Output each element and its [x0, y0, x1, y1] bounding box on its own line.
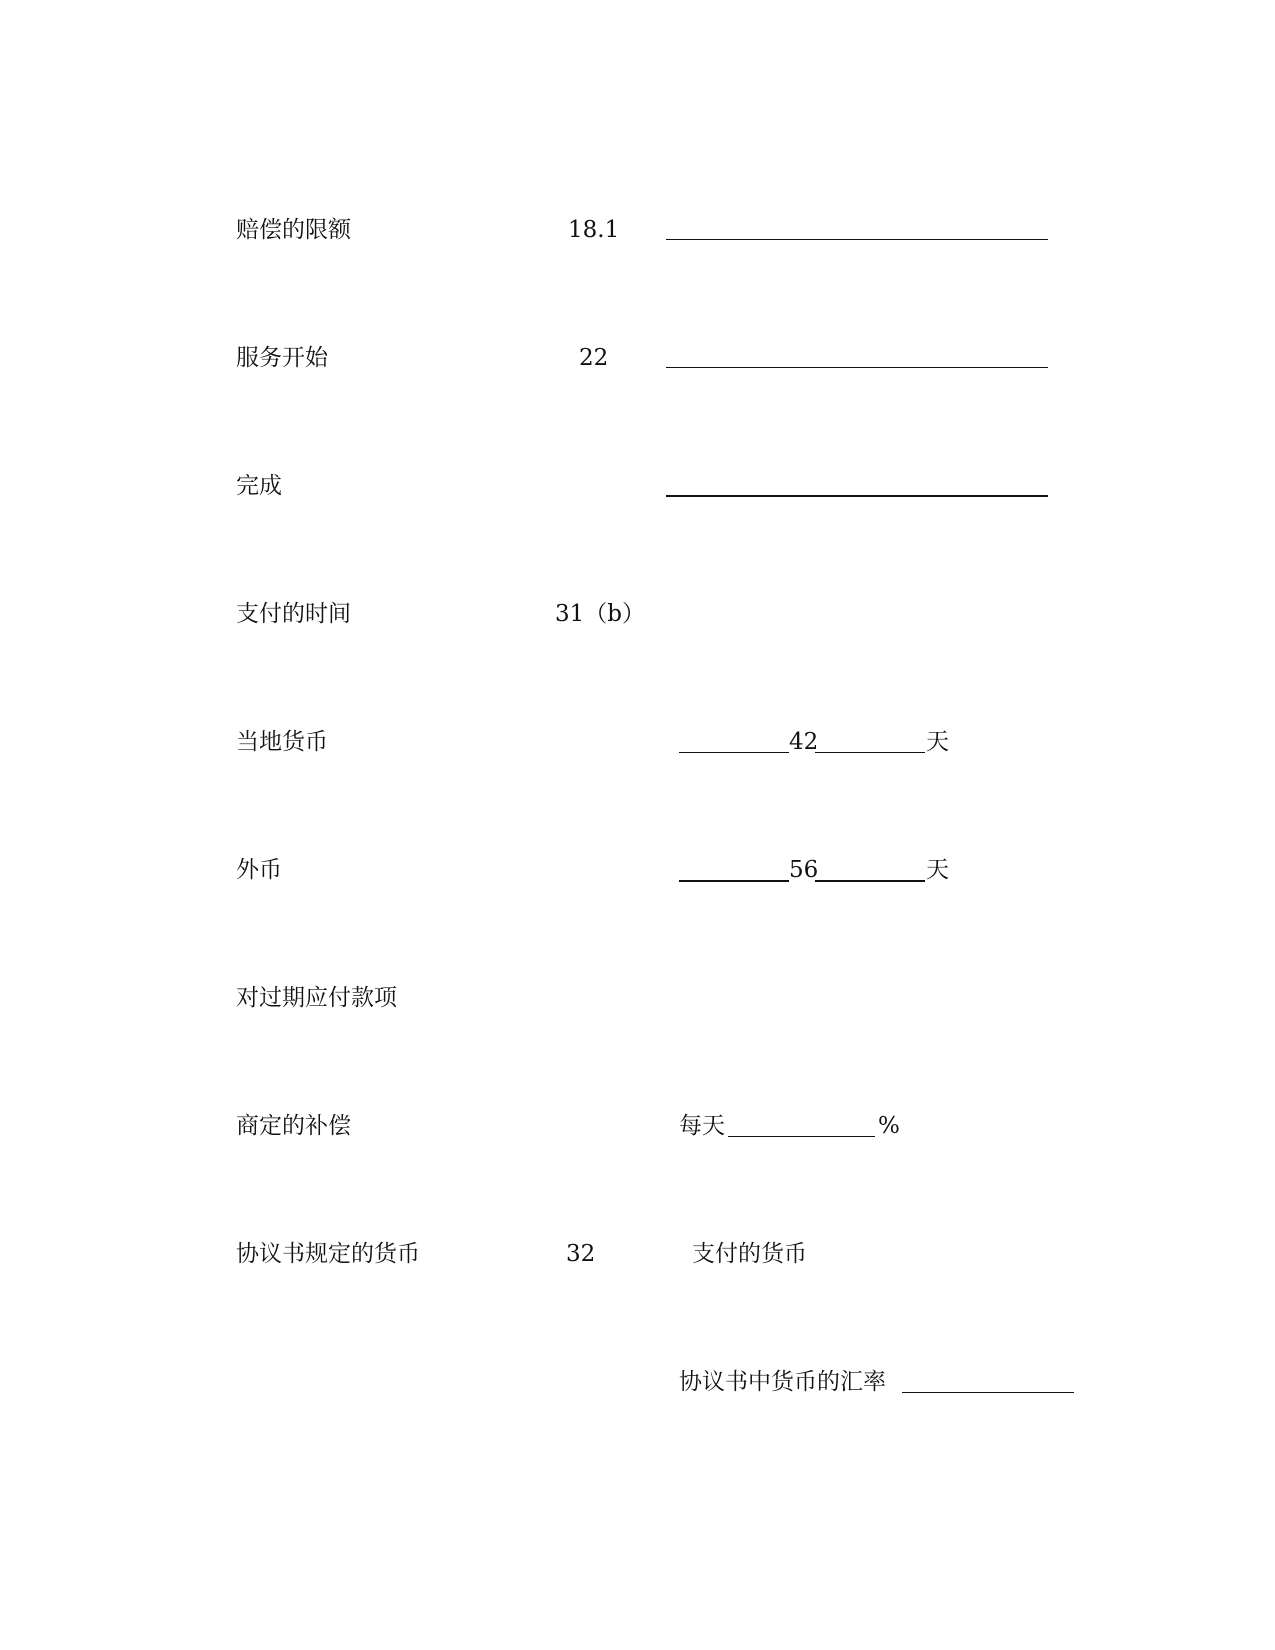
blank-field-line[interactable] — [666, 239, 1048, 240]
blank-field-line[interactable] — [666, 495, 1048, 497]
row-label-liability-limit: 赔偿的限额 — [236, 217, 351, 243]
clause-number: 18.1 — [568, 217, 620, 243]
row-label-agreed-compensation: 商定的补偿 — [236, 1113, 351, 1139]
blank-field-line[interactable] — [666, 367, 1048, 368]
row-label-overdue-payments: 对过期应付款项 — [236, 985, 397, 1011]
days-unit: 天 — [926, 857, 949, 883]
row-label-completion: 完成 — [236, 473, 282, 499]
clause-number: 22 — [579, 345, 609, 371]
blank-field-line — [679, 880, 789, 882]
row-label-service-start: 服务开始 — [236, 345, 328, 371]
blank-field-line — [679, 752, 789, 753]
blank-field-line — [815, 880, 925, 882]
row-label-contract-currency: 协议书规定的货币 — [236, 1241, 420, 1267]
blank-field-line[interactable] — [728, 1136, 875, 1137]
blank-field-line[interactable] — [902, 1392, 1074, 1393]
clause-number: 32 — [566, 1241, 596, 1267]
exchange-rate-label: 协议书中货币的汇率 — [679, 1369, 886, 1395]
row-label-foreign-currency: 外币 — [236, 857, 282, 883]
clause-number: 31（b） — [555, 601, 645, 627]
blank-field-line — [815, 752, 925, 753]
days-value: 42 — [789, 729, 819, 755]
days-unit: 天 — [926, 729, 949, 755]
percent-suffix: % — [878, 1113, 900, 1139]
row-label-local-currency: 当地货币 — [236, 729, 328, 755]
per-day-prefix: 每天 — [679, 1113, 725, 1139]
days-value: 56 — [789, 857, 819, 883]
payment-currency-label: 支付的货币 — [692, 1241, 807, 1267]
row-label-payment-time: 支付的时间 — [236, 601, 351, 627]
